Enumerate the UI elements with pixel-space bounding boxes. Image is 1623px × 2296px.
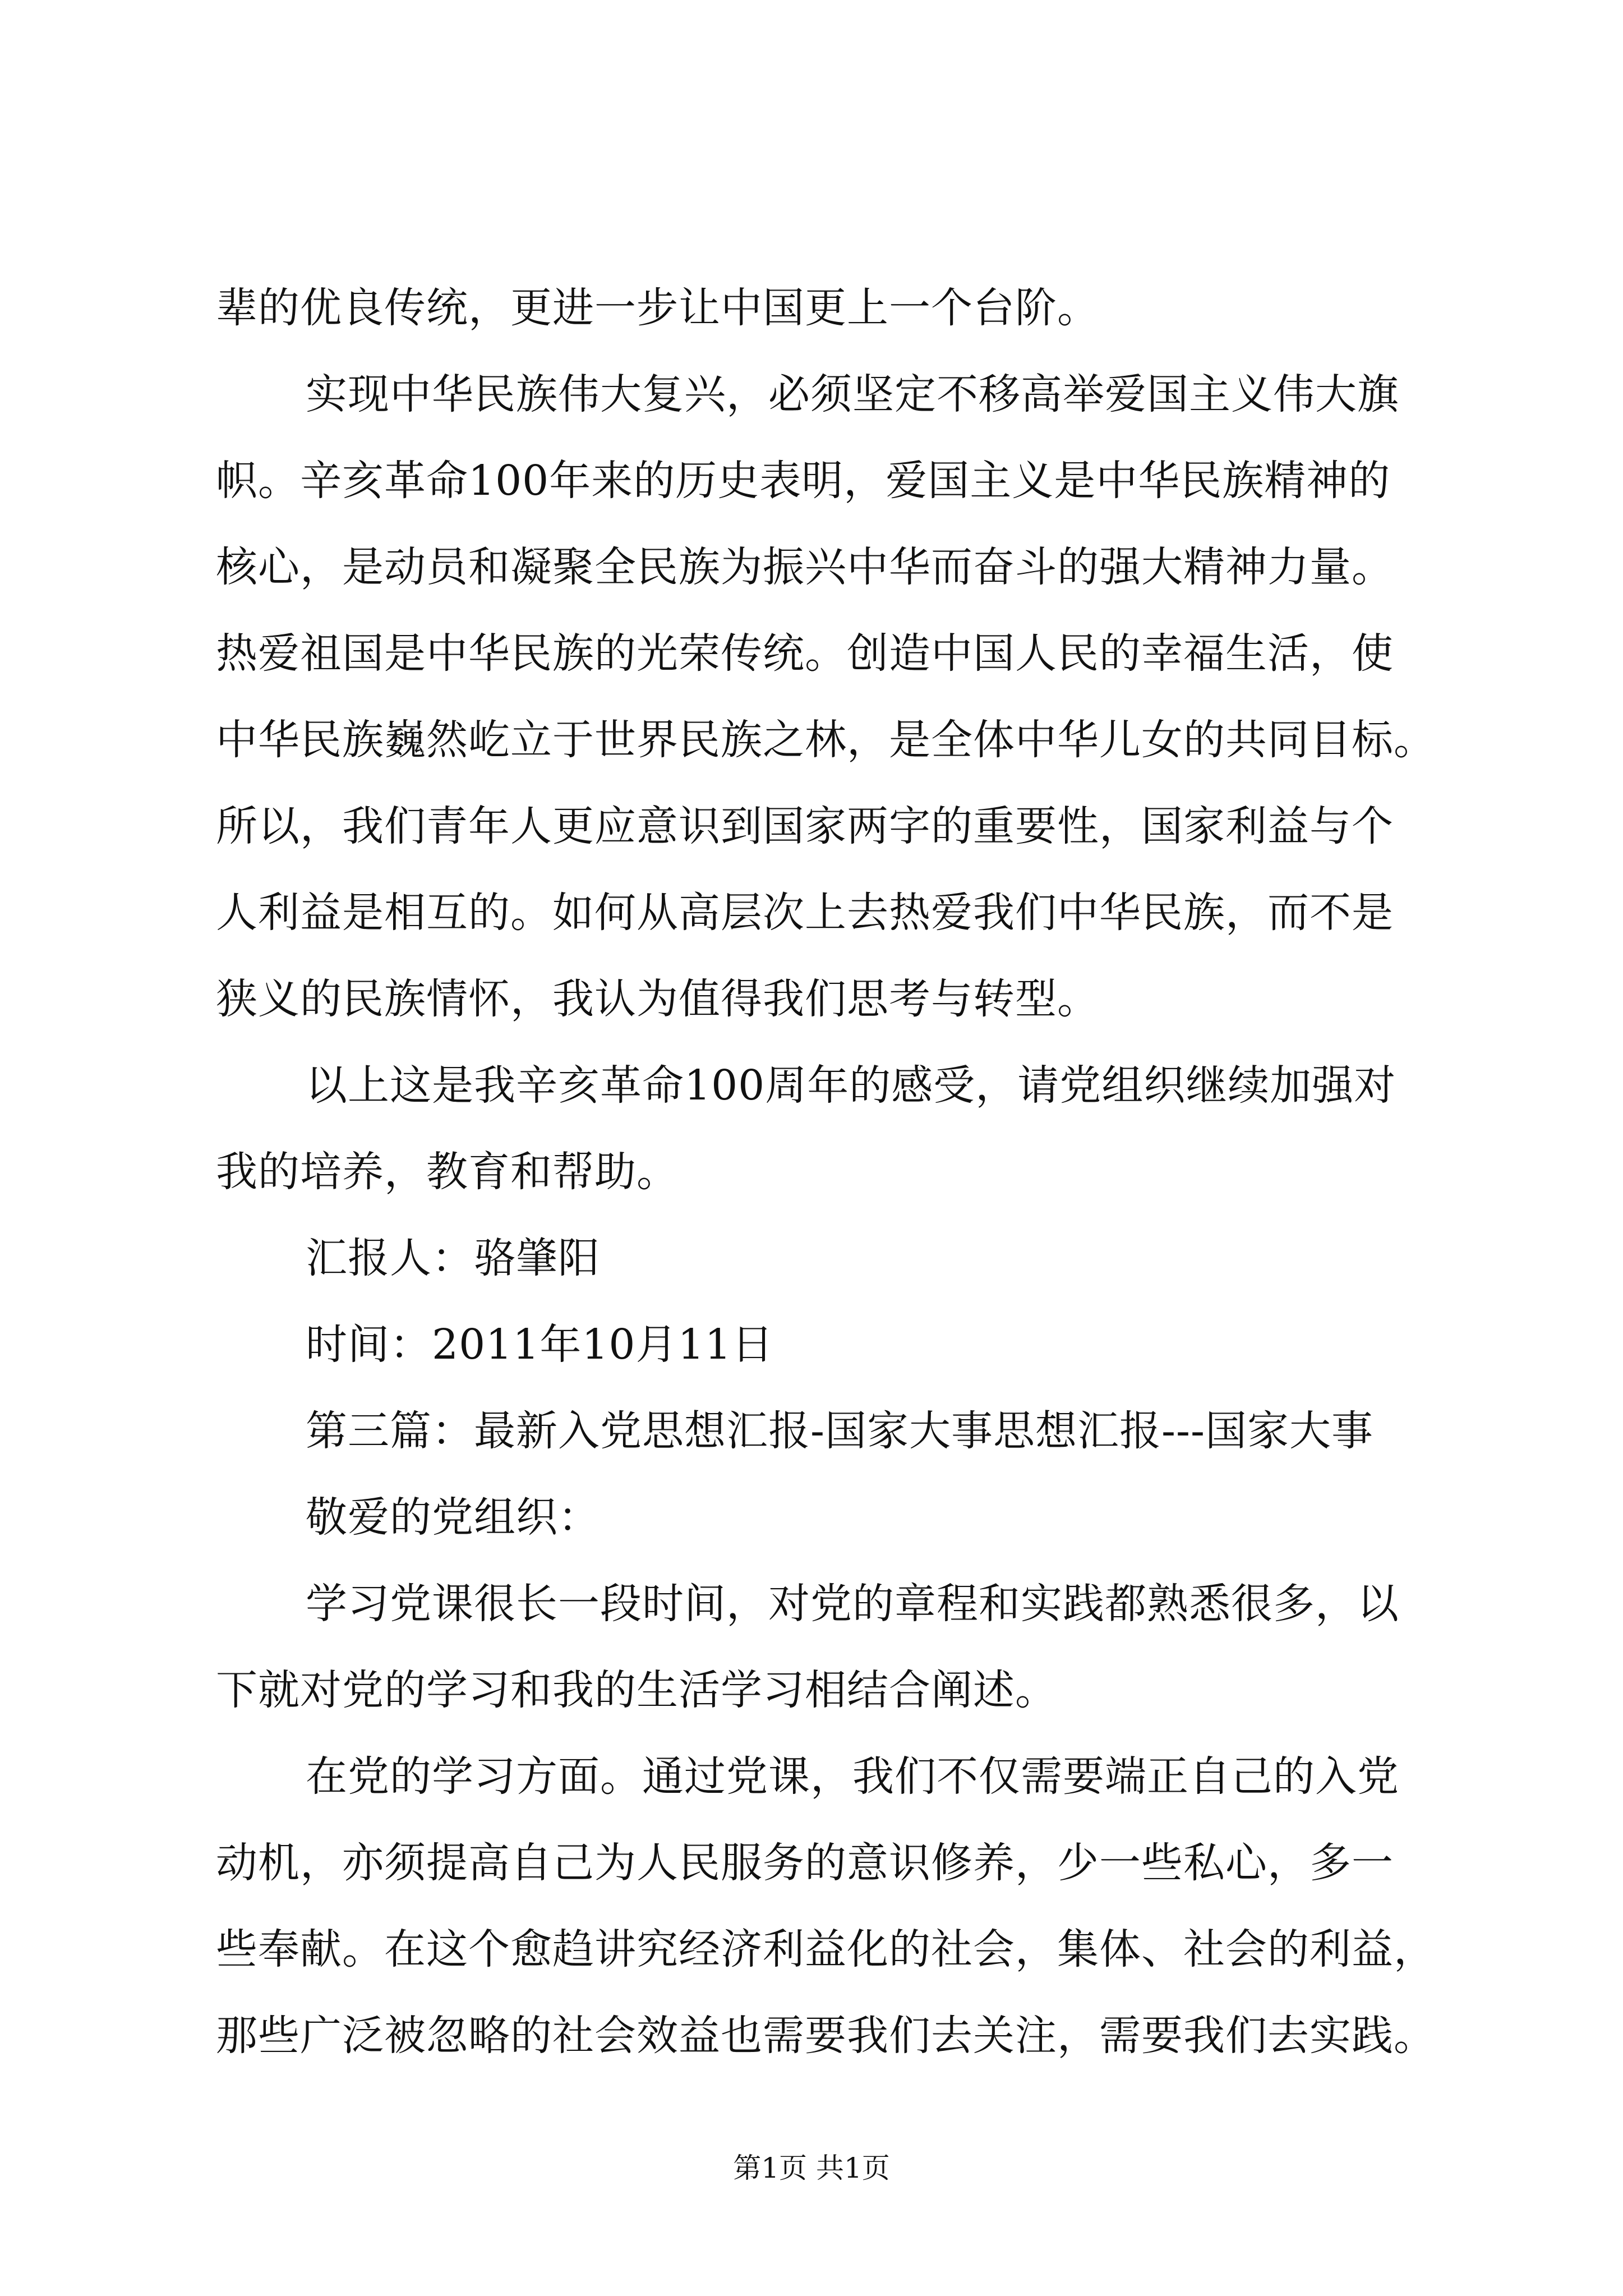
text-line: 下就对党的学习和我的生活学习相结合阐述。 <box>216 1666 1057 1714</box>
text-line: 热爱祖国是中华民族的光荣传统。创造中国人民的幸福生活，使 <box>216 629 1394 678</box>
text-line: 些奉献。在这个愈趋讲究经济利益化的社会，集体、社会的利益， <box>216 1925 1436 1973</box>
page-footer <box>0 2151 1623 2185</box>
text-line: 核心，是动员和凝聚全民族为振兴中华而奋斗的强大精神力量。 <box>216 543 1394 591</box>
text-line: 中华民族巍然屹立于世界民族之林，是全体中华儿女的共同目标。 <box>216 716 1436 764</box>
text-line: 辈的优良传统，更进一步让中国更上一个台阶。 <box>216 284 1099 332</box>
text-line: 学习党课很长一段时间，对党的章程和实践都熟悉很多，以 <box>306 1580 1399 1628</box>
text-line: 汇报人：骆肇阳 <box>306 1234 600 1282</box>
text-line: 帜。辛亥革命100年来的历史表明，爱国主义是中华民族精神的 <box>216 457 1391 505</box>
text-line: 在党的学习方面。通过党课，我们不仅需要端正自己的入党 <box>306 1752 1399 1801</box>
text-line: 我的培养，教育和帮助。 <box>216 1148 679 1196</box>
text-line: 动机，亦须提高自己为人民服务的意识修养，少一些私心，多一 <box>216 1839 1394 1887</box>
document-body <box>216 265 1450 2079</box>
text-line: 第三篇：最新入党思想汇报-国家大事思想汇报---国家大事 <box>306 1407 1374 1455</box>
text-line: 那些广泛被忽略的社会效益也需要我们去关注，需要我们去实践。 <box>216 2012 1436 2060</box>
text-line: 敬爱的党组织： <box>306 1493 600 1542</box>
text-line: 以上这是我辛亥革命100周年的感受，请党组织继续加强对 <box>306 1061 1396 1110</box>
text-line: 实现中华民族伟大复兴，必须坚定不移高举爱国主义伟大旗 <box>306 370 1399 418</box>
text-line: 所以，我们青年人更应意识到国家两字的重要性，国家利益与个 <box>216 802 1394 850</box>
text-line: 时间：2011年10月11日 <box>306 1320 774 1369</box>
page-number-label: 第1页 共1页 <box>733 2152 890 2184</box>
text-line: 人利益是相互的。如何从高层次上去热爱我们中华民族，而不是 <box>216 889 1394 937</box>
text-line: 狭义的民族情怀，我认为值得我们思考与转型。 <box>216 975 1099 1023</box>
